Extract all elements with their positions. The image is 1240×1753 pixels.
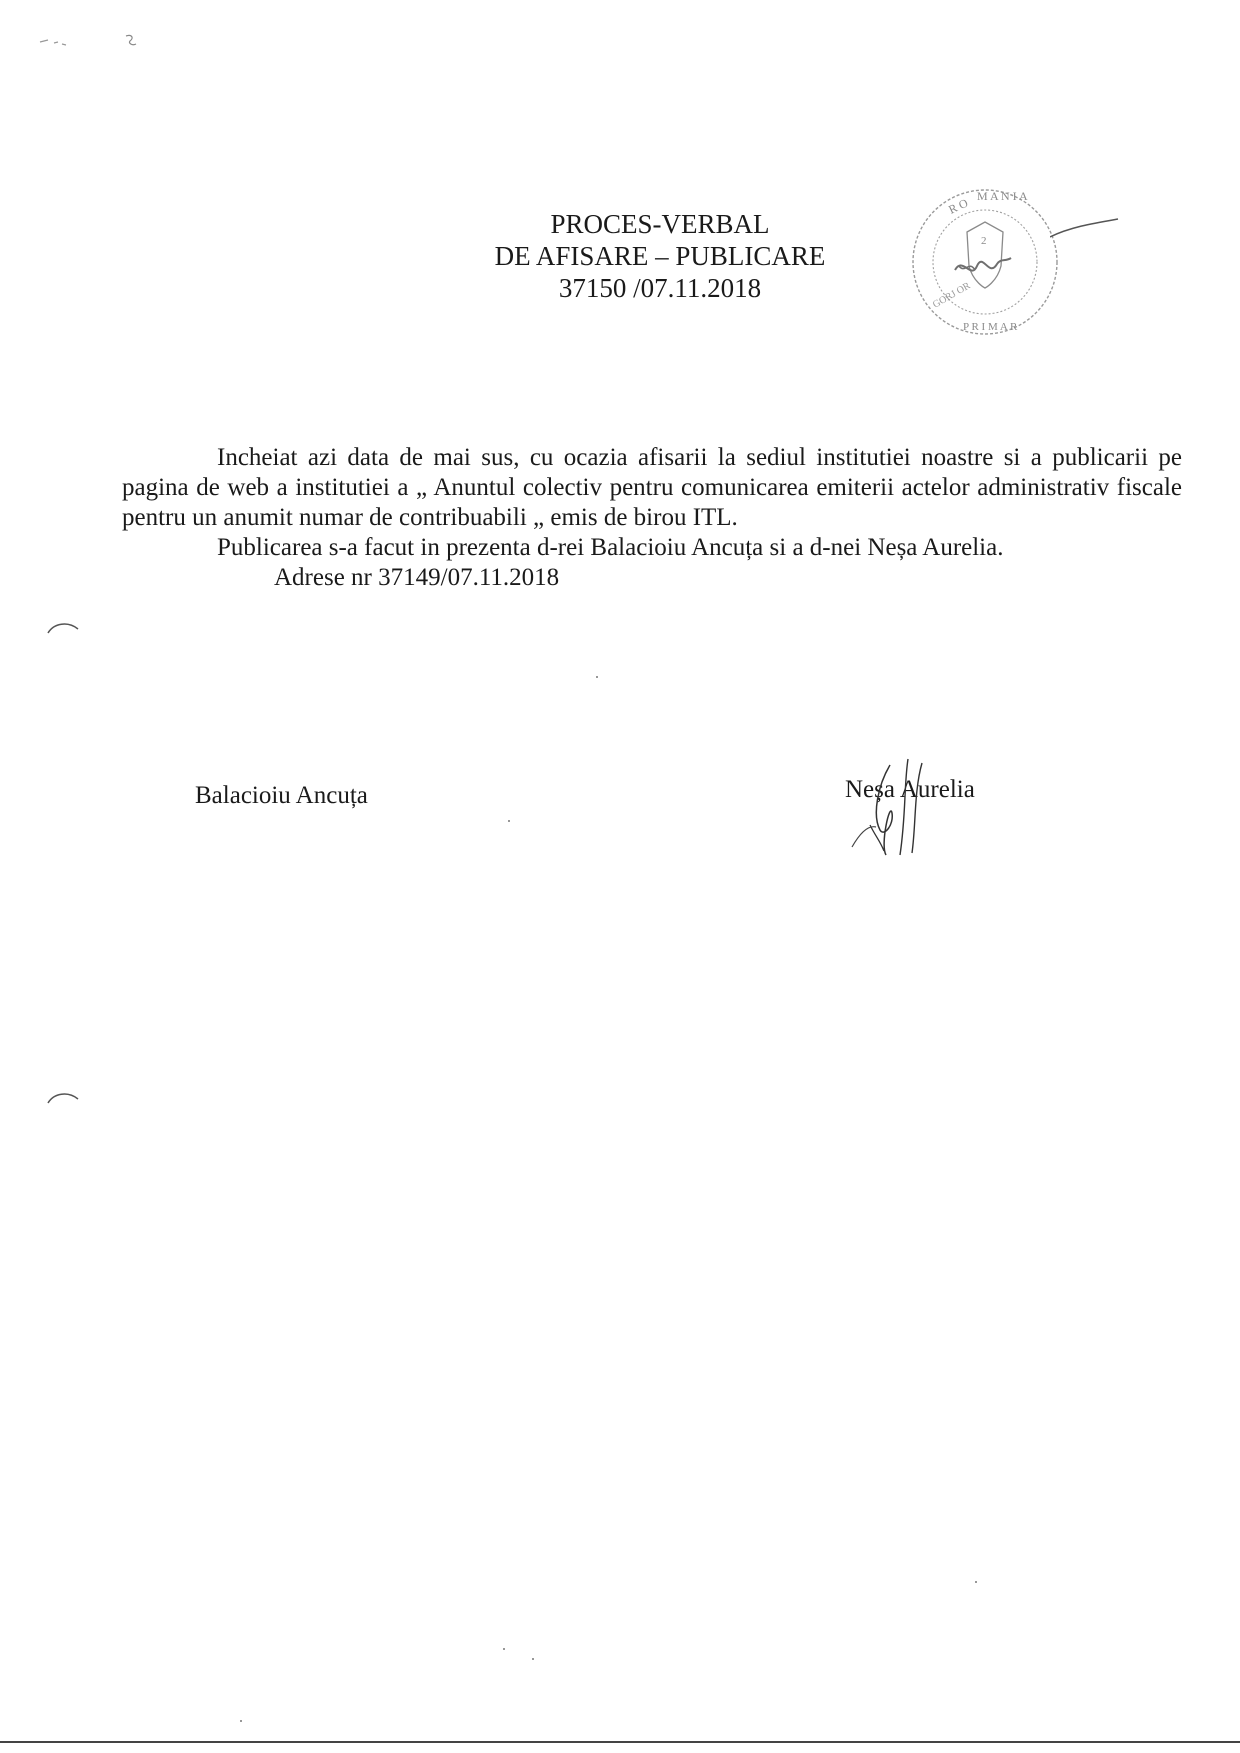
- signature-name-left: Balacioiu Ancuța: [195, 782, 368, 809]
- svg-text:P R I M A R: P R I M A R: [963, 321, 1018, 333]
- body-paragraph-1: Incheiat azi data de mai sus, cu ocazia afisarii la sediul institutiei noastre si a publicarii pe pagina de web a institutiei a „ Anuntul colectiv pentru comunicarea emiterii actelor administrativ fiscale pentru un anumit numar de contribuabili „ emis de birou ITL.: [122, 444, 1182, 531]
- scan-dot: [596, 676, 598, 678]
- scan-dot: [508, 820, 510, 822]
- document-body: [122, 443, 1182, 593]
- svg-text:R O: R O: [946, 195, 971, 217]
- svg-text:GORJ OR: GORJ OR: [931, 280, 973, 311]
- scan-dot: [503, 1648, 505, 1650]
- svg-text:M A N I A: M A N I A: [977, 189, 1028, 203]
- punch-mark-icon: [44, 1085, 84, 1109]
- scan-artifact-icon: [38, 30, 138, 52]
- scan-edge-line: [0, 1741, 1240, 1743]
- handwritten-signature-icon: [850, 755, 960, 860]
- signature-name-right: Neșa Aurelia: [845, 776, 975, 803]
- signature-stroke-icon: [1050, 205, 1120, 245]
- scan-dot: [975, 1581, 977, 1583]
- title-line-3: 37150 /07.11.2018: [558, 273, 762, 303]
- body-paragraph-3: Adrese nr 37149/07.11.2018: [274, 564, 560, 591]
- official-stamp-icon: [905, 170, 1065, 350]
- punch-mark-icon: [44, 615, 84, 639]
- scan-dot: [532, 1658, 534, 1660]
- document-title: [420, 208, 900, 304]
- svg-text:2: 2: [981, 235, 987, 247]
- title-line-1: PROCES-VERBAL: [550, 209, 770, 239]
- scan-dot: [240, 1720, 242, 1722]
- body-paragraph-2: Publicarea s-a facut in prezenta d-rei Balacioiu Ancuța si a d-nei Neșa Aurelia.: [217, 534, 1004, 561]
- title-line-2: DE AFISARE – PUBLICARE: [494, 241, 826, 271]
